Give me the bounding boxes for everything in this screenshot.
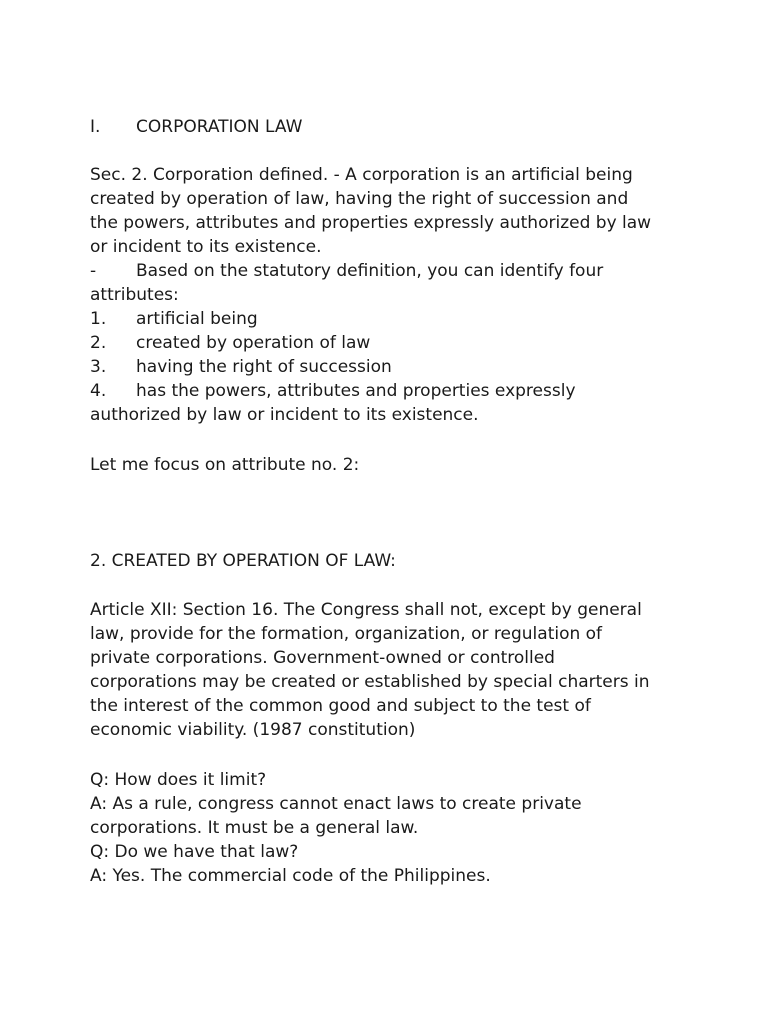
- definition-line: or incident to its existence.: [90, 237, 322, 257]
- answer-line: A: As a rule, congress cannot enact laws to create private: [90, 794, 582, 814]
- definition-line: Sec. 2. Corporation defined. - A corporation is an artificial being: [90, 165, 633, 185]
- attribute-number: 1.: [90, 309, 107, 329]
- question-line: Q: How does it limit?: [90, 770, 267, 790]
- attribute-item: [90, 379, 576, 403]
- attribute-item: [90, 355, 392, 379]
- heading-title: CORPORATION LAW: [136, 117, 303, 137]
- subsection-heading: 2. CREATED BY OPERATION OF LAW:: [90, 551, 396, 571]
- attribute-number: 4.: [90, 381, 107, 401]
- note-text: Based on the statutory definition, you can identify four: [136, 261, 604, 281]
- note-continuation: attributes:: [90, 285, 179, 305]
- attribute-text: created by operation of law: [136, 333, 371, 353]
- note-bullet: -: [90, 261, 97, 281]
- section-heading: [90, 115, 302, 139]
- definition-line: created by operation of law, having the right of succession and: [90, 189, 629, 209]
- article-line: Article XII: Section 16. The Congress shall not, except by general: [90, 600, 642, 620]
- article-line: corporations may be created or established by special charters in: [90, 672, 650, 692]
- attribute-number: 2.: [90, 333, 107, 353]
- attribute-text: having the right of succession: [136, 357, 392, 377]
- note-line: [90, 259, 603, 283]
- focus-line: Let me focus on attribute no. 2:: [90, 455, 360, 475]
- attribute-item: [90, 307, 258, 331]
- attribute-continuation: authorized by law or incident to its existence.: [90, 405, 479, 425]
- answer-line: corporations. It must be a general law.: [90, 818, 419, 838]
- article-line: the interest of the common good and subject to the test of: [90, 696, 591, 716]
- article-line: economic viability. (1987 constitution): [90, 720, 416, 740]
- attribute-text: has the powers, attributes and properties expressly: [136, 381, 576, 401]
- definition-line: the powers, attributes and properties expressly authorized by law: [90, 213, 652, 233]
- answer-line: A: Yes. The commercial code of the Philippines.: [90, 866, 491, 886]
- question-line: Q: Do we have that law?: [90, 842, 299, 862]
- article-line: private corporations. Government-owned or controlled: [90, 648, 555, 668]
- article-line: law, provide for the formation, organization, or regulation of: [90, 624, 603, 644]
- heading-number: I.: [90, 117, 101, 137]
- attribute-text: artificial being: [136, 309, 258, 329]
- attribute-number: 3.: [90, 357, 107, 377]
- attribute-item: [90, 331, 370, 355]
